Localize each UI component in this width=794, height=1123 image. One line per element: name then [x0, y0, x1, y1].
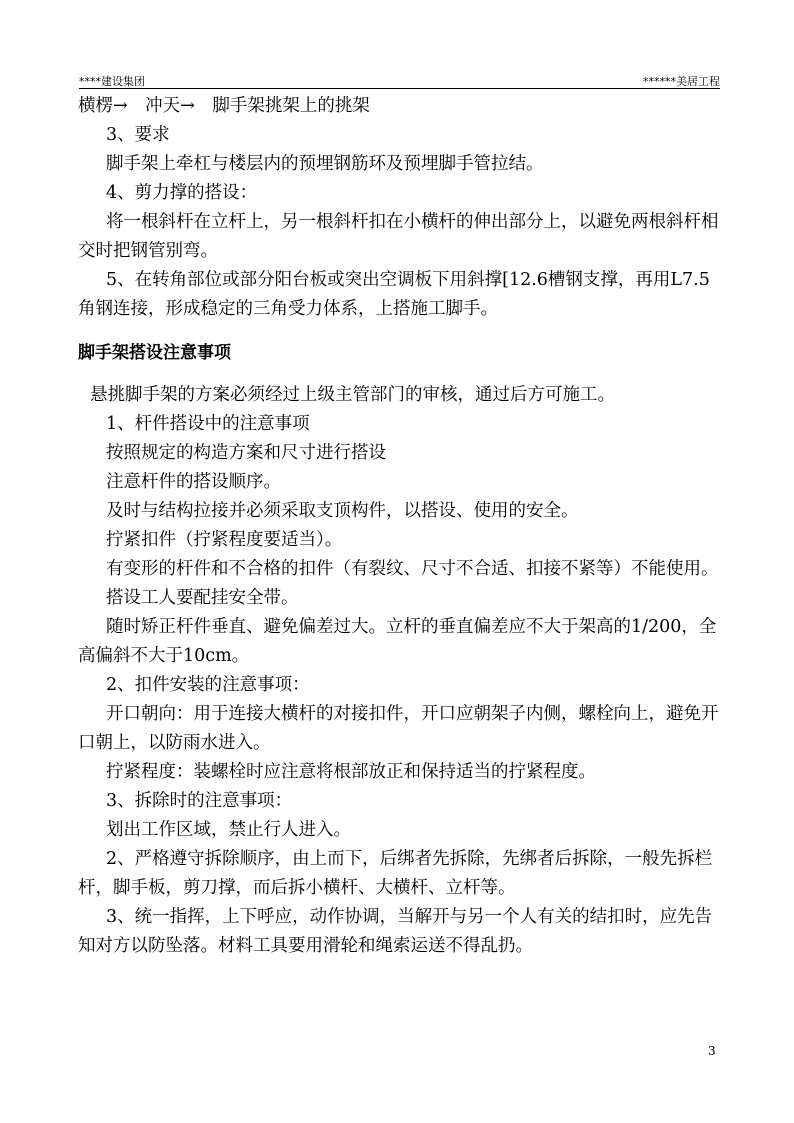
paragraph-subheading: 1、杆件搭设中的注意事项: [106, 414, 310, 434]
paragraph-continuation: 横楞→ 冲天→ 脚手架挑架上的挑架: [78, 96, 370, 116]
paragraph: 拧紧扣件（拧紧程度要适当）。: [106, 530, 343, 550]
paragraph-subheading: 3、拆除时的注意事项：: [106, 791, 293, 811]
paragraph: 按照规定的构造方案和尺寸进行搭设: [106, 443, 386, 463]
paragraph-brace-heading: 4、剪力撑的搭设：: [106, 183, 258, 203]
paragraph: 拧紧程度：装螺栓时应注意将根部放正和保持适当的拧紧程度。: [106, 762, 596, 782]
paragraph: 2、严格遵守拆除顺序，由上而下，后绑者先拆除，先绑者后拆除，一般先拆栏杆，脚手板，剪刀撑，而后拆小横杆、大横杆、立杆等。: [78, 849, 713, 898]
paragraph: 随时矫正杆件垂直、避免偏差过大。立杆的垂直偏差应不大于架高的1/200，全高偏斜不大于10cm。: [78, 617, 717, 666]
header-left-text: ****建设集团: [79, 75, 145, 88]
paragraph-requirement-heading: 3、要求: [106, 125, 170, 145]
paragraph: 及时与结构拉接并必须采取支顶构件，以搭设、使用的安全。: [106, 501, 579, 521]
header-divider: [79, 88, 720, 89]
paragraph: 有变形的杆件和不合格的扣件（有裂纹、尺寸不合适、扣接不紧等）不能使用。: [106, 559, 719, 579]
paragraph: 搭设工人要配挂安全带。: [106, 588, 299, 608]
paragraph: 开口朝向：用于连接大横杆的对接扣件，开口应朝架子内侧，螺栓向上，避免开口朝上，以防雨水进入。: [78, 704, 719, 753]
paragraph: 5、在转角部位或部分阳台板或突出空调板下用斜撑[12.6槽钢支撑，再用L7.5角钢连接，形成稳定的三角受力体系，上搭施工脚手。: [78, 270, 710, 319]
document-body: [78, 92, 720, 961]
paragraph: 划出工作区域，禁止行人进入。: [106, 820, 351, 840]
page-header: [79, 73, 720, 87]
paragraph: 悬挑脚手架的方案必须经过上级主管部门的审核，通过后方可施工。: [90, 385, 615, 405]
header-right-text: ******美居工程: [643, 75, 720, 88]
paragraph: 脚手架上牵杠与楼层内的预埋钢筋环及预埋脚手管拉结。: [106, 154, 544, 174]
paragraph: 将一根斜杆在立杆上，另一根斜杆扣在小横杆的伸出部分上，以避免两根斜杆相交时把钢管别弯。: [78, 212, 719, 261]
paragraph: 注意杆件的搭设顺序。: [106, 472, 281, 492]
section-heading: 脚手架搭设注意事项: [78, 343, 231, 363]
paragraph-subheading: 2、扣件安装的注意事项：: [106, 675, 310, 695]
page-number: 3: [708, 1044, 716, 1058]
paragraph: 3、统一指挥，上下呼应，动作协调，当解开与另一个人有关的结扣时，应先告知对方以防坠落。材料工具要用滑轮和绳索运送不得乱扔。: [78, 907, 713, 956]
